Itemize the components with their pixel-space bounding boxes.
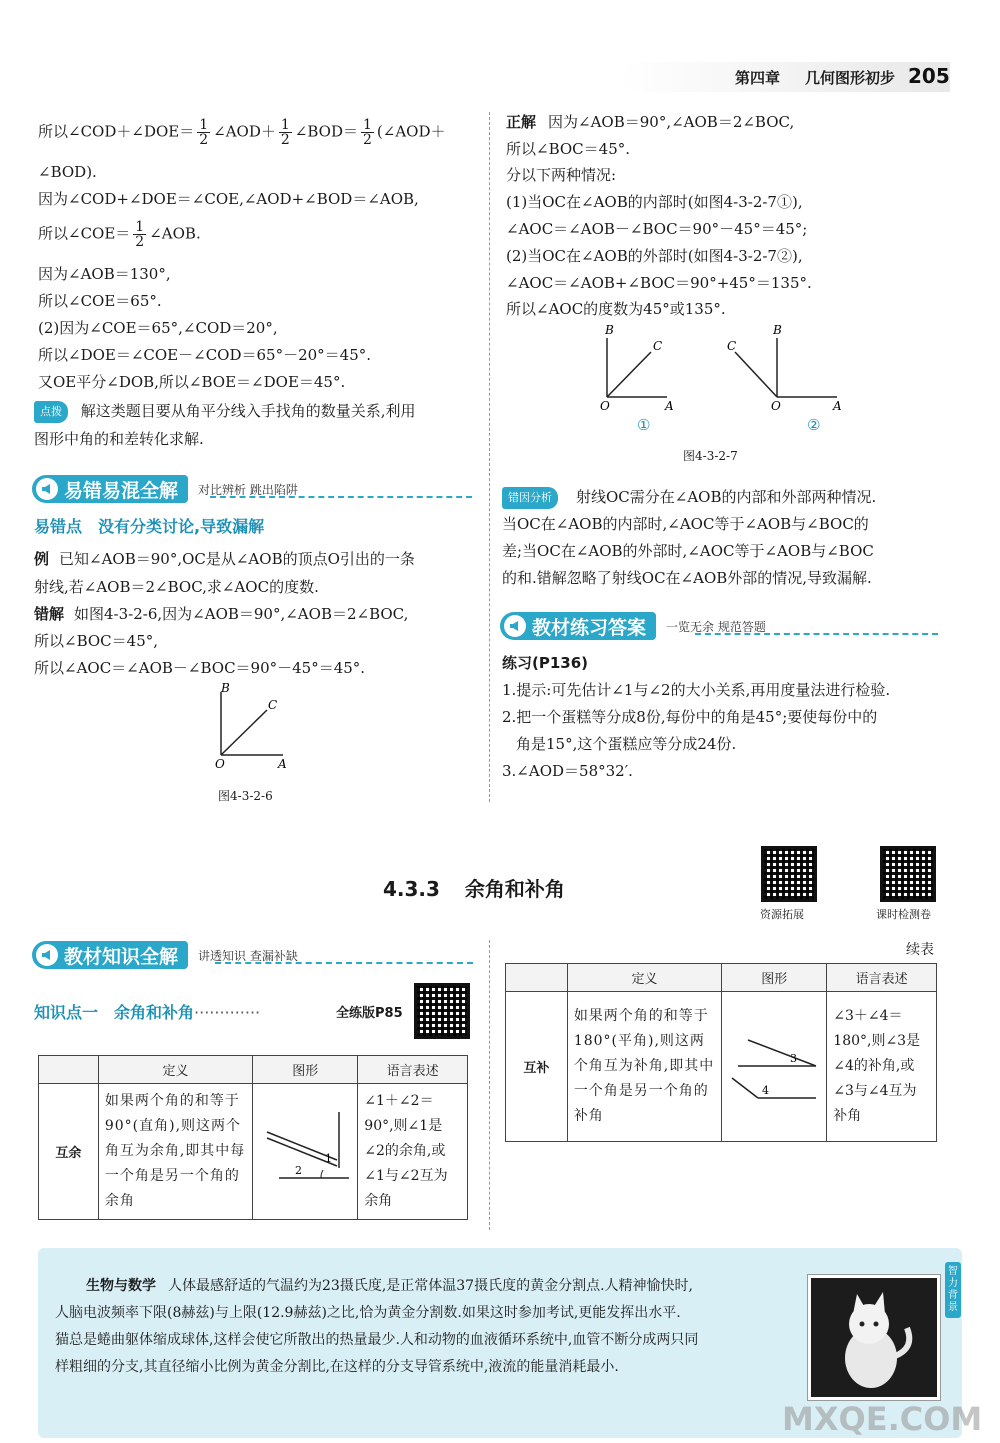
- svg-text:A: A: [665, 399, 674, 413]
- proof-line-2: ∠BOD).: [38, 163, 97, 181]
- section-knowledge-rule: [215, 962, 473, 964]
- label-B: B: [221, 681, 230, 695]
- tip-badge: 点拨: [34, 401, 68, 423]
- chapter-label: 第四章: [735, 69, 781, 87]
- section-answers-header: 教材练习答案 一览无余 规范答题: [500, 611, 766, 641]
- row-label-complementary: 互余: [39, 1084, 99, 1220]
- section-errors-rule: [210, 496, 472, 498]
- header-definition: 定义: [98, 1056, 252, 1084]
- chapter-title: 几何图形初步: [805, 69, 896, 87]
- header-figure: 图形: [253, 1056, 358, 1084]
- proof-line-1: 所以∠COD＋∠DOE＝ $\frac{1}{2}$ ∠AOD＋ $\frac{1}{2}$ ∠BOD＝ $\frac{1}{2}$ (∠AOD＋: [38, 117, 446, 148]
- correct-line-8: 所以∠AOC的度数为45°或135°.: [506, 300, 726, 318]
- proof-line-7: (2)因为∠COE＝65°,∠COD＝20°,: [38, 319, 278, 337]
- error-heading: 易错点 没有分类讨论,导致漏解: [34, 517, 265, 536]
- supplementary-figure: [722, 992, 827, 1142]
- section-title: [383, 873, 565, 902]
- figure-4-3-2-6-caption: 图4-3-2-6: [218, 789, 273, 803]
- svg-text:C: C: [727, 339, 737, 353]
- supplementary-statement: ∠3＋∠4＝180°,则∠3是∠4的补角,或∠3与∠4互为补角: [827, 992, 937, 1142]
- reason-line-2: 当OC在∠AOB的内部时,∠AOC等于∠AOB与∠BOC的: [502, 515, 869, 533]
- proof-line-3: 因为∠COD+∠DOE＝∠COE,∠AOD+∠BOD＝∠AOB,: [38, 190, 419, 208]
- watermark: MXQE.COM: [782, 1400, 983, 1438]
- svg-text:O: O: [771, 399, 781, 413]
- footer-line-1: 生物与数学 人体最感舒适的气温约为23摄氏度,是正常体温37摄氏度的黄金分割点.人精神愉快时,: [86, 1278, 693, 1294]
- correct-line-2: 所以∠BOC＝45°.: [506, 140, 630, 158]
- section-number: 4.3.3: [383, 877, 440, 901]
- figure-4-3-2-6: [205, 680, 295, 785]
- reason-badge: 错因分析: [502, 487, 558, 509]
- svg-text:B: B: [773, 323, 782, 337]
- answer-1: 1.提示:可先估计∠1与∠2的大小关系,再用度量法进行检验.: [502, 681, 891, 699]
- label-A: A: [278, 757, 287, 771]
- row-label-supplementary: 互补: [506, 992, 568, 1142]
- section-knowledge-header: 教材知识全解 讲透知识 查漏补缺: [32, 940, 298, 970]
- svg-text:A: A: [833, 399, 842, 413]
- qr-code-knowledge[interactable]: [414, 983, 470, 1039]
- answer-3: 3.∠AOD＝58°32′.: [502, 762, 633, 780]
- reason-line-3: 差;当OC在∠AOB的外部时,∠AOC等于∠AOB与∠BOC: [502, 542, 874, 560]
- page-number: 205: [908, 64, 950, 88]
- figure-4-3-2-7: [595, 320, 855, 460]
- knowledge-ref: 全练版P85: [336, 1006, 403, 1021]
- proof-line-9: 又OE平分∠DOB,所以∠BOE＝∠DOE＝45°.: [38, 373, 346, 391]
- reason-line-4: 的和.错解忽略了射线OC在∠AOB外部的情况,导致漏解.: [502, 569, 872, 587]
- correct-line-7: ∠AOC＝∠AOB+∠BOC＝90°+45°＝135°.: [506, 274, 812, 292]
- proof-line-6: 所以∠COE＝65°.: [38, 292, 162, 310]
- qr-code-test[interactable]: [880, 846, 936, 902]
- complementary-statement: ∠1＋∠2＝90°,则∠1是∠2的余角,或∠1与∠2互为余角: [358, 1084, 468, 1220]
- proof-line-5: 因为∠AOB＝130°,: [38, 265, 171, 283]
- cat-photo: [808, 1275, 940, 1400]
- footer-line-3: 猫总是蜷曲躯体缩成球体,这样会使它所散出的热量最少.人和动物的血液循环系统中,血管不断分成两只同: [55, 1332, 699, 1348]
- answer-2a: 2.把一个蛋糕等分成8份,每份中的角是45°;要使每份中的: [502, 708, 878, 726]
- qr-code-resources[interactable]: [761, 846, 817, 902]
- practice-heading: 练习(P136): [502, 654, 589, 672]
- correct-line-5: ∠AOC＝∠AOB－∠BOC＝90°－45°＝45°;: [506, 220, 808, 238]
- footer-line-2: 人脑电波频率下限(8赫兹)与上限(12.9赫兹)之比,恰为黄金分割数.如果这时参加考试,更能发挥出水平.: [55, 1305, 681, 1321]
- complementary-table: [38, 1055, 468, 1220]
- svg-text:B: B: [605, 323, 614, 337]
- column-divider: [489, 112, 490, 802]
- footer-line-4: 样粗细的分支,其直径缩小比例为黄金分割比,在这样的分支导管系统中,液流的能量消耗最小.: [55, 1359, 619, 1375]
- section-errors-header: 易错易混全解 对比辨析 跳出陷阱: [32, 474, 298, 504]
- svg-text:2: 2: [295, 1163, 303, 1177]
- column-divider-lower: [489, 940, 490, 1230]
- svg-text:C: C: [653, 339, 663, 353]
- section-name: 余角和补角: [464, 877, 565, 901]
- svg-text:①: ①: [637, 416, 651, 434]
- tip-line-2: 图形中角的和差转化求解.: [34, 430, 204, 448]
- knowledge-point-1: 知识点一 余角和补角·············: [34, 1003, 261, 1022]
- wrong-line-2: 所以∠BOC＝45°,: [34, 632, 158, 650]
- answer-2b: 角是15°,这个蛋糕应等分成24份.: [516, 735, 737, 753]
- correct-line-4: (1)当OC在∠AOB的内部时(如图4-3-2-7①),: [506, 193, 803, 211]
- svg-text:O: O: [600, 399, 610, 413]
- tip-line-1: 点拨 解这类题目要从角平分线入手找角的数量关系,利用: [34, 401, 416, 423]
- example-line-1: 例 已知∠AOB＝90°,OC是从∠AOB的顶点O引出的一条: [34, 550, 415, 568]
- header-figure: 图形: [722, 964, 827, 992]
- correct-line-3: 分以下两种情况:: [506, 166, 617, 184]
- proof-line-8: 所以∠DOE＝∠COE－∠COD＝65°－20°＝45°.: [38, 346, 372, 364]
- qr-label-test: 课时检测卷: [876, 908, 931, 921]
- qr-label-resources: 资源拓展: [760, 908, 804, 921]
- page-header: [620, 62, 950, 92]
- wrong-line-1: 错解 如图4-3-2-6,因为∠AOB＝90°,∠AOB＝2∠BOC,: [34, 605, 409, 623]
- header-statement: 语言表述: [827, 964, 937, 992]
- correct-line-1: 正解 因为∠AOB＝90°,∠AOB＝2∠BOC,: [506, 113, 795, 131]
- example-line-2: 射线,若∠AOB＝2∠BOC,求∠AOC的度数.: [34, 578, 319, 596]
- svg-text:1: 1: [325, 1151, 333, 1165]
- supplementary-definition: 如果两个角的和等于180°(平角),则这两个角互为补角,即其中一个角是另一个角的补角: [567, 992, 721, 1142]
- svg-text:3: 3: [790, 1051, 798, 1065]
- continued-label: 续表: [906, 942, 934, 958]
- figure-4-3-2-7-part-1: [600, 323, 674, 434]
- header-statement: 语言表述: [358, 1056, 468, 1084]
- megaphone-icon: [36, 478, 58, 500]
- megaphone-icon: [36, 944, 58, 966]
- complementary-figure: [253, 1084, 358, 1220]
- wrong-line-3: 所以∠AOC＝∠AOB－∠BOC＝90°－45°＝45°.: [34, 659, 366, 677]
- figure-4-3-2-7-caption: 图4-3-2-7: [683, 449, 738, 463]
- svg-text:4: 4: [762, 1083, 770, 1097]
- svg-text:②: ②: [807, 416, 821, 434]
- supplementary-table: [505, 963, 937, 1142]
- header-definition: 定义: [567, 964, 721, 992]
- figure-4-3-2-7-part-2: [727, 323, 842, 434]
- reason-line-1: 错因分析 射线OC需分在∠AOB的内部和外部两种情况.: [502, 487, 876, 509]
- megaphone-icon: [504, 615, 526, 637]
- correct-line-6: (2)当OC在∠AOB的外部时(如图4-3-2-7②),: [506, 247, 803, 265]
- footer-label: 生物与数学: [86, 1278, 156, 1294]
- proof-line-4: 所以∠COE＝ $\frac{1}{2}$ ∠AOB.: [38, 219, 201, 250]
- section-answers-rule: [695, 633, 938, 635]
- label-O: O: [215, 757, 225, 771]
- side-tag: 智力背景: [945, 1262, 961, 1318]
- label-C: C: [268, 698, 278, 712]
- complementary-definition: 如果两个角的和等于90°(直角),则这两个角互为余角,即其中每一个角是另一个角的余角: [98, 1084, 252, 1220]
